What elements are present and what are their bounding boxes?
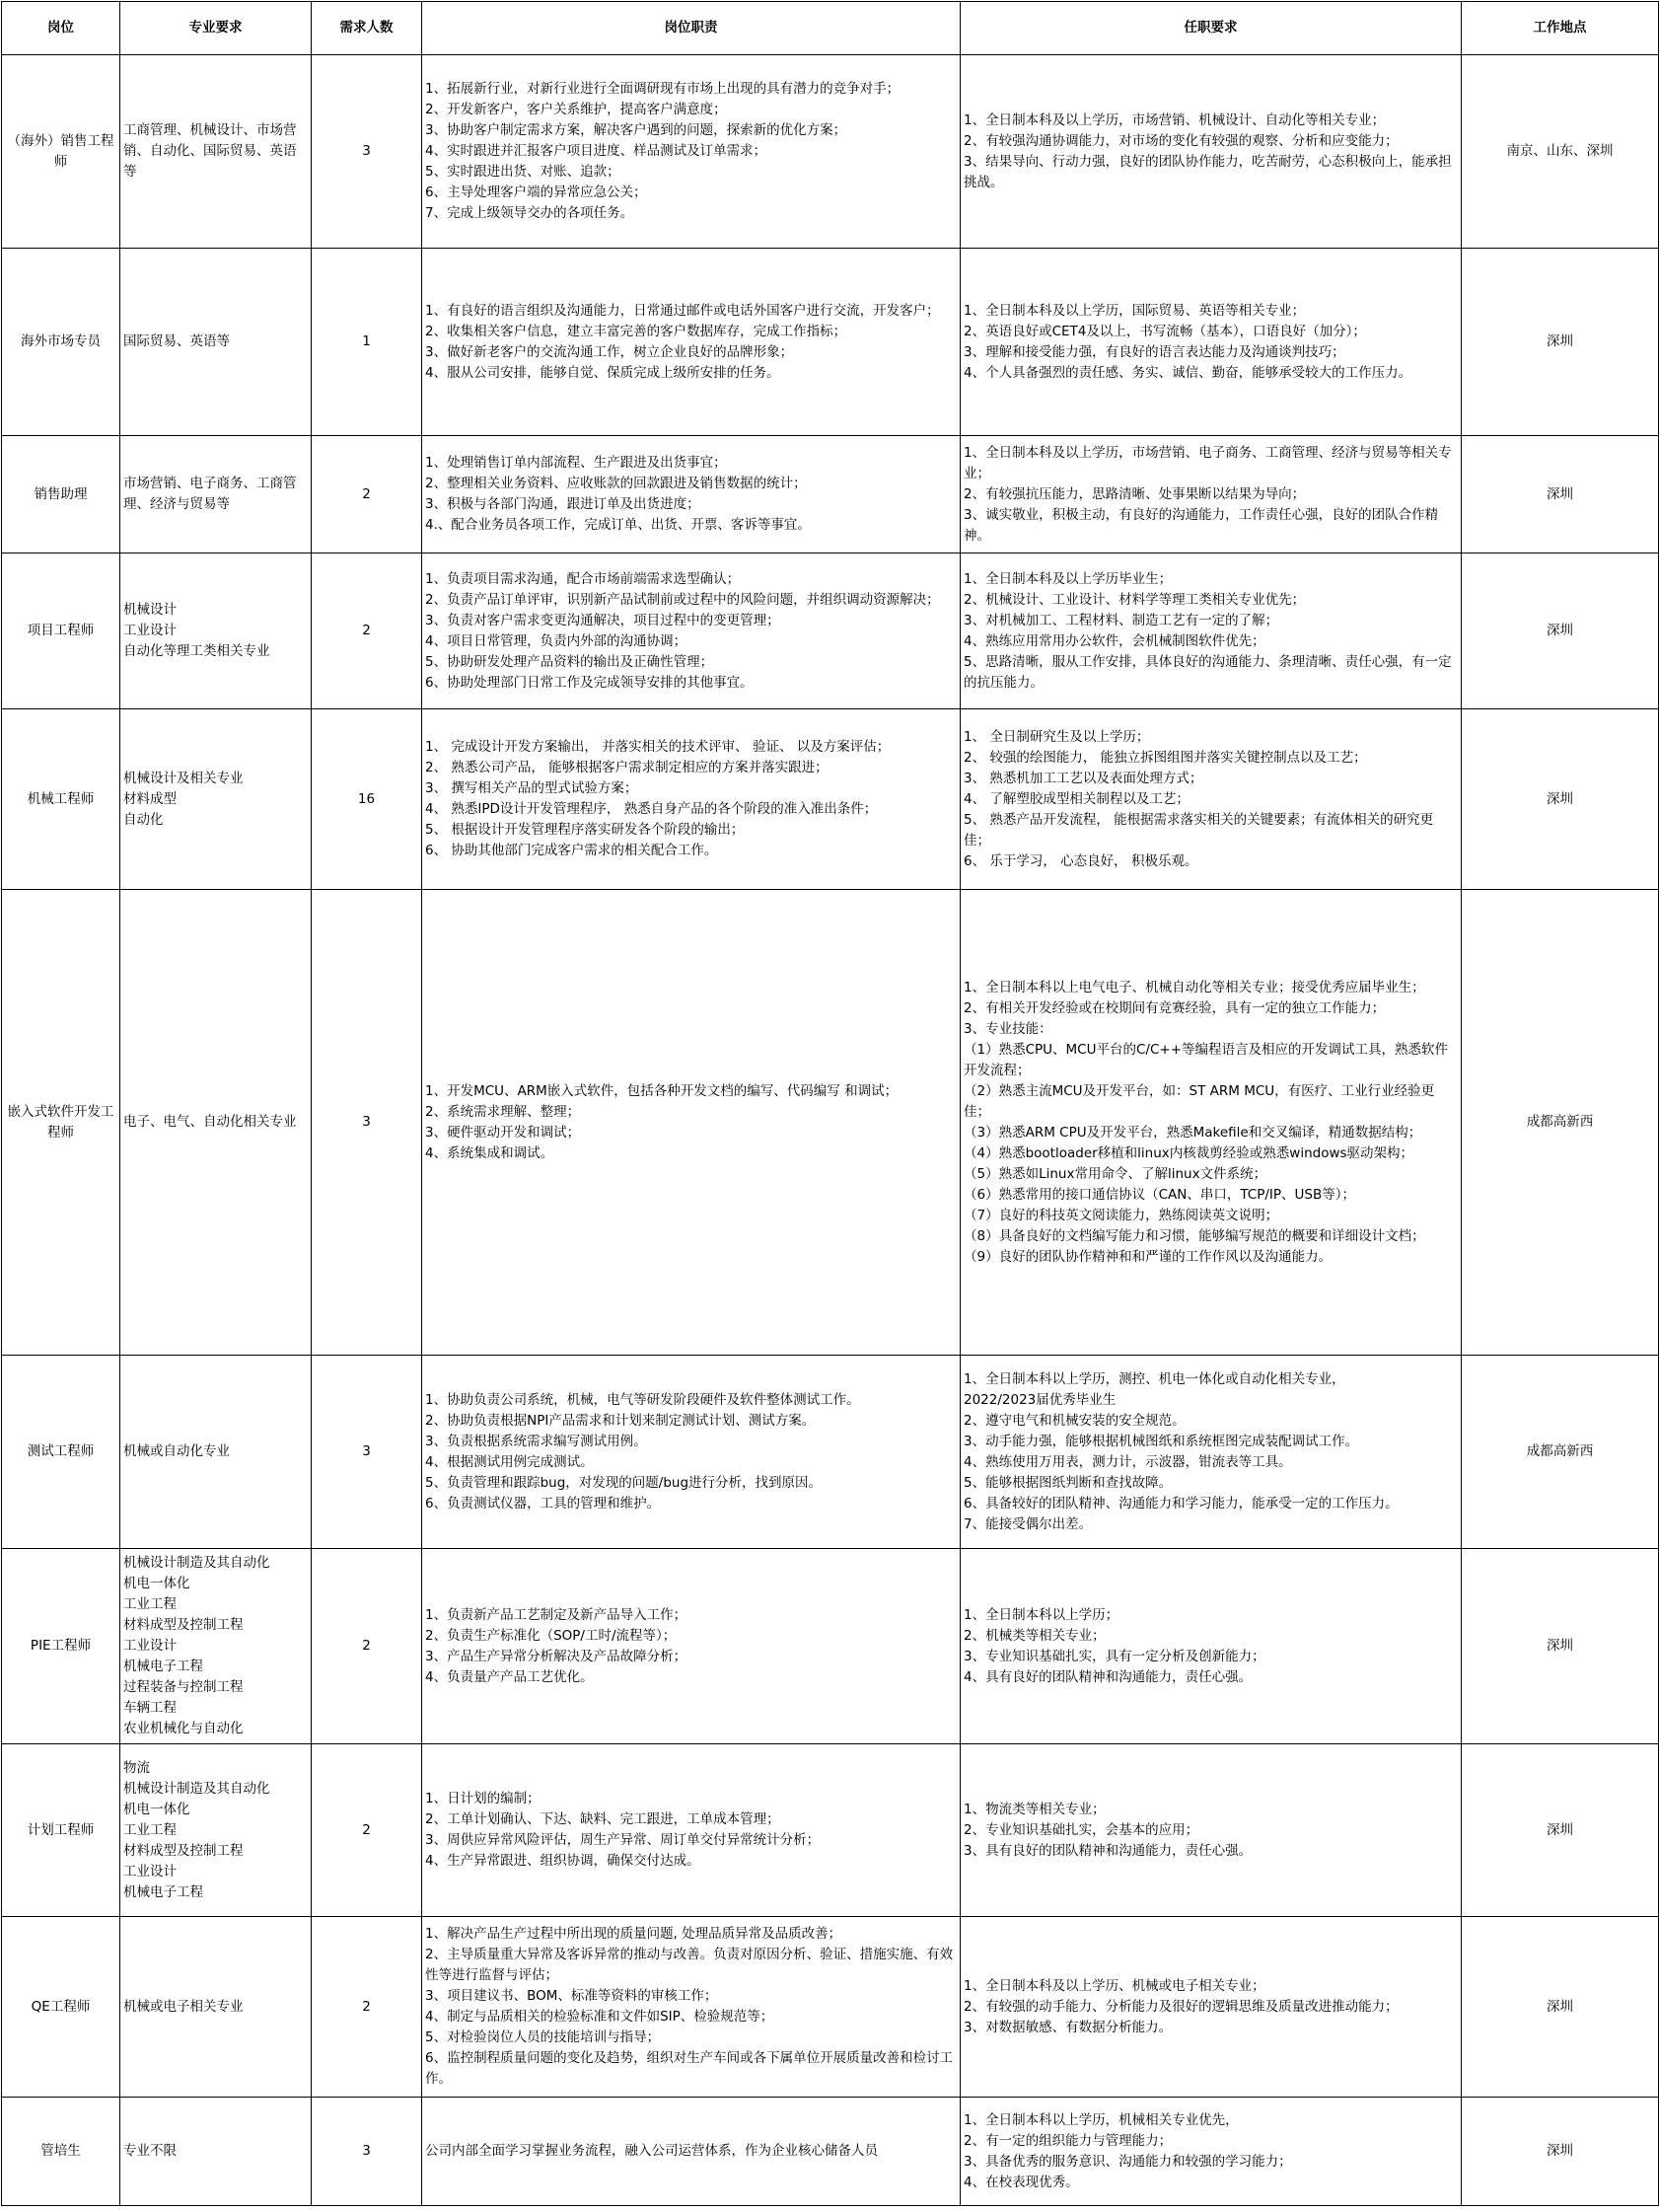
table-body	[2, 55, 1659, 2206]
major-cell-line: 机电一体化	[123, 1801, 190, 1817]
requirements-cell-line: 2、有较强沟通协调能力，对市场的变化有较强的观察、分析和应变能力；	[964, 132, 1399, 149]
requirements-cell-line: 5、能够根据图纸判断和查找故障。	[964, 1474, 1173, 1491]
requirements-cell-line: 2022/2023届优秀毕业生	[964, 1391, 1117, 1408]
requirements-cell-line: 4、在校表现优秀。	[964, 2174, 1079, 2190]
duties-cell	[422, 553, 961, 709]
requirements-cell-line: 3、具有良好的团队精神和沟通能力，责任心强。	[964, 1842, 1253, 1859]
table-row	[2, 436, 1659, 553]
header-location: 工作地点	[1462, 2, 1659, 55]
table-row	[2, 1744, 1659, 1917]
requirements-cell-line: 6、 乐于学习， 心态良好， 积极乐观。	[964, 852, 1198, 869]
duties-cell-line: 4、项目日常管理，负责内外部的沟通协调；	[425, 632, 687, 649]
duties-cell	[422, 1917, 961, 2098]
requirements-cell-line: （2）熟悉主流MCU及开发平台，如：ST ARM MCU，有医疗、工业行业经验更佳；	[964, 1082, 1435, 1120]
requirements-cell-line: 3、对机械加工、工程材料、制造工艺有一定的了解；	[964, 612, 1279, 628]
duties-cell-line: 1、有良好的语言组织及沟通能力，日常通过邮件或电话外国客户进行交流，开发客户；	[425, 302, 940, 319]
duties-cell-line: 2、系统需求理解、整理；	[425, 1103, 581, 1120]
major-cell-line: 物流	[123, 1759, 150, 1776]
major-cell	[120, 553, 312, 709]
duties-cell	[422, 55, 961, 249]
requirements-cell-line: 1、全日制本科及以上学历，市场营销、电子商务、工商管理、经济与贸易等相关专业；	[964, 444, 1452, 481]
requirements-cell-line: （5）熟悉如Linux常用命令、了解linux文件系统；	[964, 1165, 1267, 1182]
requirements-cell-line: （3）熟悉ARM CPU及开发平台，熟悉Makefile和交叉编译，精通数据结构；	[964, 1124, 1422, 1141]
major-cell-line: 工业设计	[123, 1863, 177, 1880]
requirements-cell-line: 2、有较强抗压能力，思路清晰、处事果断以结果为导向；	[964, 485, 1306, 502]
major-cell-line: 机械或电子相关专业	[123, 1998, 244, 2015]
table-row	[2, 249, 1659, 436]
duties-cell-line: 3、硬件驱动开发和调试；	[425, 1124, 581, 1141]
duties-cell-line: 4、制定与品质相关的检验标准和文件如SIP、检验规范等；	[425, 2009, 774, 2025]
duties-cell	[422, 1549, 961, 1744]
position-cell: 嵌入式软件开发工程师	[2, 890, 120, 1356]
duties-cell-line: 4、系统集成和调试。	[425, 1144, 554, 1161]
location-cell: 深圳	[1462, 2098, 1659, 2206]
requirements-cell-line: 1、 全日制研究生及以上学历；	[964, 728, 1150, 745]
requirements-cell-line: 5、 熟悉产品开发流程， 能根据需求落实相关的关键要素；有流体相关的研究更佳；	[964, 811, 1434, 848]
major-cell-line: 过程装备与控制工程	[123, 1679, 244, 1695]
duties-cell-line: 2、协助负责根据NPI产品需求和计划来制定测试计划、测试方案。	[425, 1412, 816, 1429]
major-cell	[120, 709, 312, 890]
table-row	[2, 709, 1659, 890]
major-cell-line: 自动化等理工类相关专业	[123, 643, 270, 659]
position-cell: QE工程师	[2, 1917, 120, 2098]
requirements-cell-line: 6、具备较好的团队精神、沟通能力和学习能力，能承受一定的工作压力。	[964, 1495, 1399, 1512]
duties-cell-line: 6、主导处理客户端的异常应急公关；	[425, 184, 647, 200]
major-cell-line: 机械电子工程	[123, 1659, 203, 1674]
duties-cell-line: 1、拓展新行业，对新行业进行全面调研现有市场上出现的具有潜力的竞争对手；	[425, 81, 901, 97]
location-cell: 深圳	[1462, 1549, 1659, 1744]
requirements-cell	[961, 55, 1462, 249]
duties-cell-line: 2、主导质量重大异常及客诉异常的推动与改善。负责对原因分析、验证、措施实施、有效性等进行监督与评估；	[425, 1947, 954, 1983]
table-row	[2, 1549, 1659, 1744]
duties-cell-line: 5、协助研发处理产品资料的输出及正确性管理；	[425, 653, 714, 670]
position-cell: 计划工程师	[2, 1744, 120, 1917]
duties-cell	[422, 890, 961, 1356]
requirements-cell	[961, 1744, 1462, 1917]
table-row	[2, 890, 1659, 1356]
duties-cell-line: 6、协助处理部门日常工作及完成领导安排的其他事宜。	[425, 674, 754, 691]
requirements-cell	[961, 553, 1462, 709]
count-cell: 2	[312, 436, 422, 553]
requirements-cell	[961, 2098, 1462, 2206]
duties-cell-line: 2、负责生产标准化（SOP/工时/流程等）；	[425, 1627, 677, 1644]
requirements-cell-line: 2、机械类等相关专业；	[964, 1627, 1106, 1644]
duties-cell-line: 4、负责量产产品工艺优化。	[425, 1668, 594, 1685]
requirements-cell	[961, 1356, 1462, 1549]
requirements-cell	[961, 1549, 1462, 1744]
requirements-cell-line: 5、思路清晰，服从工作安排，具体良好的沟通能力、条理清晰、责任心强，有一定的抗压能力。	[964, 653, 1452, 691]
major-cell-line: 工业设计	[123, 1638, 177, 1654]
requirements-cell-line: 3、专业技能：	[964, 1020, 1052, 1037]
count-cell: 3	[312, 1356, 422, 1549]
duties-cell-line: 4、实时跟进并汇报客户项目进度、样品测试及订单需求；	[425, 143, 767, 159]
requirements-cell-line: 3、对数据敏感、有数据分析能力。	[964, 2019, 1173, 2035]
count-cell: 16	[312, 709, 422, 890]
requirements-cell-line: 3、专业知识基础扎实，具有一定分析及创新能力；	[964, 1648, 1265, 1664]
duties-cell-line: 6、监控制程质量问题的变化及趋势，组织对生产车间或各下属单位开展质量改善和检讨工作。	[425, 2050, 954, 2087]
requirements-cell	[961, 1917, 1462, 2098]
location-cell: 深圳	[1462, 436, 1659, 553]
major-cell	[120, 1917, 312, 2098]
count-cell: 1	[312, 249, 422, 436]
requirements-cell-line: 3、 熟悉机加工工艺以及表面处理方式；	[964, 770, 1203, 786]
count-cell: 2	[312, 1917, 422, 2098]
duties-cell-line: 4.、配合业务员各项工作，完成订单、出货、开票、客诉等事宜。	[425, 517, 811, 533]
header-position: 岗位	[2, 2, 120, 55]
position-cell: 销售助理	[2, 436, 120, 553]
major-cell-line: 工业设计	[123, 623, 177, 638]
duties-cell-line: 2、工单计划确认、下达、缺料、完工跟进，工单成本管理；	[425, 1811, 780, 1827]
duties-cell-line: 3、做好新老客户的交流沟通工作，树立企业良好的品牌形象；	[425, 343, 794, 360]
major-cell-line: 国际贸易、英语等	[123, 333, 230, 349]
major-cell-line: 车辆工程	[123, 1700, 177, 1716]
major-cell-line: 机械设计及相关专业	[123, 770, 244, 786]
major-cell	[120, 55, 312, 249]
requirements-cell	[961, 249, 1462, 436]
recruitment-table	[1, 1, 1659, 2206]
duties-cell-line: 6、 协助其他部门完成客户需求的相关配合工作。	[425, 843, 718, 858]
duties-cell-line: 4、 熟悉IPD设计开发管理程序， 熟悉自身产品的各个阶段的准入准出条件；	[425, 801, 878, 817]
major-cell	[120, 2098, 312, 2206]
major-cell-line: 工业工程	[123, 1596, 177, 1612]
duties-cell-line: 1、协助负责公司系统，机械，电气等研发阶段硬件及软件整体测试工作。	[425, 1391, 860, 1408]
requirements-cell-line: （9）良好的团队协作精神和和严谨的工作作风以及沟通能力。	[964, 1248, 1333, 1265]
duties-cell	[422, 2098, 961, 2206]
duties-cell	[422, 1356, 961, 1549]
requirements-cell-line: 4、具有良好的团队精神和沟通能力，责任心强。	[964, 1668, 1253, 1685]
requirements-cell-line: 1、全日制本科及以上学历，市场营销、机械设计、自动化等相关专业；	[964, 111, 1386, 128]
requirements-cell-line: 2、英语良好或CET4及以上，书写流畅（基本），口语良好（加分）；	[964, 323, 1366, 339]
location-cell: 成都高新西	[1462, 1356, 1659, 1549]
duties-cell-line: 5、对检验岗位人员的技能培训与指导；	[425, 2029, 661, 2045]
location-cell: 成都高新西	[1462, 890, 1659, 1356]
major-cell	[120, 249, 312, 436]
requirements-cell-line: 4、 了解塑胶成型相关制程以及工艺；	[964, 790, 1190, 807]
requirements-cell-line: 3、诚实敬业，积极主动，有良好的沟通能力，工作责任心强，良好的团队合作精神。	[964, 506, 1439, 544]
duties-cell-line: 3、积极与各部门沟通，跟进订单及出货进度；	[425, 496, 700, 512]
duties-cell	[422, 249, 961, 436]
position-cell: 项目工程师	[2, 553, 120, 709]
position-cell: 海外市场专员	[2, 249, 120, 436]
duties-cell-line: 4、根据测试用例完成测试。	[425, 1453, 594, 1470]
major-cell-line: 材料成型	[123, 790, 177, 807]
requirements-cell-line: （1）熟悉CPU、MCU平台的C/C++等编程语言及相应的开发调试工具，熟悉软件开发流程；	[964, 1041, 1449, 1078]
location-cell: 南京、山东、深圳	[1462, 55, 1659, 249]
major-cell-line: 材料成型及控制工程	[123, 1842, 244, 1859]
duties-cell-line: 2、负责产品订单评审，识别新产品试制前或过程中的风险问题，并组织调动资源解决；	[425, 591, 940, 608]
position-cell: 管培生	[2, 2098, 120, 2206]
major-cell	[120, 1549, 312, 1744]
requirements-cell-line: 1、全日制本科及以上学历，国际贸易、英语等相关专业；	[964, 302, 1306, 319]
location-cell: 深圳	[1462, 553, 1659, 709]
duties-cell-line: 1、 完成设计开发方案输出， 并落实相关的技术评审、 验证、 以及方案评估；	[425, 739, 891, 755]
duties-cell-line: 3、负责对客户需求变更沟通解决，项目过程中的变更管理；	[425, 612, 780, 628]
duties-cell-line: 3、 撰写相关产品的型式试验方案；	[425, 780, 638, 796]
requirements-cell-line: 4、熟练应用常用办公软件，会机械制图软件优先；	[964, 632, 1265, 649]
duties-cell-line: 3、负责根据系统需求编写测试用例。	[425, 1433, 647, 1449]
requirements-cell-line: 1、物流类等相关专业；	[964, 1801, 1106, 1817]
requirements-cell-line: 2、机械设计、工业设计、材料学等理工类相关专业优先；	[964, 591, 1306, 608]
duties-cell-line: 公司内部全面学习掌握业务流程，融入公司运营体系，作为企业核心储备人员	[425, 2143, 878, 2159]
major-cell-line: 机电一体化	[123, 1576, 190, 1591]
duties-cell-line: 7、完成上级领导交办的各项任务。	[425, 205, 634, 221]
major-cell-line: 机械设计制造及其自动化	[123, 1555, 270, 1571]
location-cell: 深圳	[1462, 1917, 1659, 2098]
count-cell: 3	[312, 2098, 422, 2206]
duties-cell-line: 3、周供应异常风险评估，周生产异常、周订单交付异常统计分析；	[425, 1832, 821, 1848]
duties-cell-line: 2、 熟悉公司产品， 能够根据客户需求制定相应的方案并落实跟进；	[425, 760, 829, 775]
major-cell-line: 机械设计	[123, 602, 177, 618]
count-cell: 2	[312, 1744, 422, 1917]
major-cell-line: 农业机械化与自动化	[123, 1721, 244, 1736]
duties-cell-line: 1、负责项目需求沟通，配合市场前端需求选型确认；	[425, 570, 741, 587]
duties-cell-line: 1、开发MCU、ARM嵌入式软件，包括各种开发文档的编写、代码编写 和调试；	[425, 1082, 899, 1099]
major-cell-line: 电子、电气、自动化相关专业	[123, 1114, 297, 1130]
requirements-cell-line: 1、全日制本科以上电气电子、机械自动化等相关专业；接受优秀应届毕业生；	[964, 979, 1425, 995]
location-cell: 深圳	[1462, 709, 1659, 890]
count-cell: 2	[312, 553, 422, 709]
requirements-cell	[961, 709, 1462, 890]
major-cell	[120, 1356, 312, 1549]
requirements-cell-line: 2、遵守电气和机械安装的安全规范。	[964, 1412, 1186, 1429]
requirements-cell-line: （6）熟悉常用的接口通信协议（CAN、串口，TCP/IP、USB等）；	[964, 1186, 1356, 1203]
requirements-cell-line: 1、全日制本科及以上学历毕业生；	[964, 570, 1173, 587]
requirements-cell	[961, 890, 1462, 1356]
duties-cell-line: 2、开发新客户，客户关系维护，提高客户满意度；	[425, 102, 727, 117]
location-cell: 深圳	[1462, 249, 1659, 436]
requirements-cell-line: 1、全日制本科以上学历，测控、机电一体化或自动化相关专业，	[964, 1370, 1345, 1387]
position-cell: （海外）销售工程师	[2, 55, 120, 249]
requirements-cell-line: 3、结果导向、行动力强，良好的团队协作能力，吃苦耐劳，心态积极向上，能承担挑战。	[964, 153, 1452, 190]
requirements-cell-line: 4、熟练使用万用表，测力计，示波器，钳流表等工具。	[964, 1453, 1292, 1470]
requirements-cell-line: （7）良好的科技英文阅读能力，熟练阅读英文说明；	[964, 1207, 1279, 1223]
duties-cell-line: 2、整理相关业务资料、应收账款的回款跟进及销售数据的统计；	[425, 476, 807, 491]
count-cell: 3	[312, 890, 422, 1356]
duties-cell-line: 1、处理销售订单内部流程、生产跟进及出货事宜；	[425, 455, 727, 471]
table-row	[2, 1356, 1659, 1549]
major-cell-line: 自动化	[123, 811, 164, 828]
duties-cell-line: 4、生产异常跟进、组织协调，确保交付达成。	[425, 1853, 700, 1869]
header-major: 专业要求	[120, 2, 312, 55]
requirements-cell	[961, 436, 1462, 553]
duties-cell-line: 4、服从公司安排，能够自觉、保质完成上级所安排的任务。	[425, 364, 780, 381]
duties-cell-line: 1、负责新产品工艺制定及新产品导入工作；	[425, 1606, 687, 1623]
requirements-cell-line: 3、动手能力强，能够根据机械图纸和系统框图完成装配调试工作。	[964, 1433, 1359, 1449]
duties-cell-line: 3、项目建议书、BOM、标准等资料的审核工作；	[425, 1988, 718, 2004]
duties-cell-line: 6、负责测试仪器，工具的管理和维护。	[425, 1495, 661, 1512]
requirements-cell-line: 1、全日制本科及以上学历、机械或电子相关专业；	[964, 1977, 1265, 1994]
requirements-cell-line: （4）熟悉bootloader移植和linux内核裁剪经验或熟悉windows驱动架构；	[964, 1144, 1414, 1161]
major-cell-line: 机械设计制造及其自动化	[123, 1780, 270, 1797]
duties-cell-line: 2、收集相关客户信息，建立丰富完善的客户数据库存，完成工作指标；	[425, 323, 847, 339]
requirements-cell-line: 3、具备优秀的服务意识、沟通能力和较强的学习能力；	[964, 2153, 1292, 2170]
major-cell-line: 工业工程	[123, 1821, 177, 1838]
duties-cell-line: 5、负责管理和跟踪bug，对发现的问题/bug进行分析，找到原因。	[425, 1474, 823, 1491]
count-cell: 3	[312, 55, 422, 249]
position-cell: PIE工程师	[2, 1549, 120, 1744]
duties-cell-line: 3、协助客户制定需求方案，解决客户遇到的问题，探索新的优化方案；	[425, 122, 847, 138]
requirements-cell-line: 2、 较强的绘图能力， 能独立拆图组图并落实关键控制点以及工艺；	[964, 749, 1367, 766]
requirements-cell-line: 2、专业知识基础扎实，会基本的应用；	[964, 1821, 1199, 1838]
location-cell: 深圳	[1462, 1744, 1659, 1917]
major-cell	[120, 1744, 312, 1917]
duties-cell	[422, 436, 961, 553]
requirements-cell-line: 1、全日制本科以上学历，机械相关专业优先，	[964, 2111, 1239, 2128]
requirements-cell-line: 3、理解和接受能力强，有良好的语言表达能力及沟通谈判技巧；	[964, 343, 1345, 360]
position-cell: 机械工程师	[2, 709, 120, 890]
requirements-cell-line: 2、有一定的组织能力与管理能力；	[964, 2132, 1173, 2149]
major-cell-line: 机械电子工程	[123, 1883, 203, 1900]
header-requirements: 任职要求	[961, 2, 1462, 55]
requirements-cell-line: 4、个人具备强烈的责任感、务实、诚信、勤奋，能够承受较大的工作压力。	[964, 364, 1412, 381]
duties-cell-line: 3、产品生产异常分析解决及产品故障分析；	[425, 1648, 687, 1664]
table-row	[2, 553, 1659, 709]
major-cell-line: 机械或自动化专业	[123, 1443, 230, 1459]
table-row	[2, 1917, 1659, 2098]
count-cell: 2	[312, 1549, 422, 1744]
major-cell-line: 专业不限	[123, 2143, 177, 2159]
major-cell	[120, 890, 312, 1356]
table-row	[2, 2098, 1659, 2206]
duties-cell-line: 5、 根据设计开发管理程序落实研发各个阶段的输出；	[425, 822, 745, 838]
requirements-cell-line: 7、能接受偶尔出差。	[964, 1515, 1093, 1532]
major-cell-line: 市场营销、电子商务、工商管理、经济与贸易等	[123, 476, 297, 512]
duties-cell-line: 1、解决产品生产过程中所出现的质量问题, 处理品质异常及品质改善；	[425, 1926, 842, 1942]
requirements-cell-line: （8）具备良好的文档编写能力和习惯，能够编写规范的概要和详细设计文档；	[964, 1227, 1425, 1244]
duties-cell-line: 1、日计划的编制；	[425, 1791, 541, 1806]
requirements-cell-line: 1、全日制本科以上学历；	[964, 1606, 1119, 1623]
requirements-cell-line: 2、有相关开发经验或在校期间有竞赛经验，具有一定的独立工作能力；	[964, 999, 1386, 1016]
duties-cell-line: 5、实时跟进出货、对账、追款；	[425, 164, 620, 180]
requirements-cell-line: 2、有较强的动手能力、分析能力及很好的逻辑思维及质量改进推动能力；	[964, 1998, 1399, 2015]
header-duties: 岗位职责	[422, 2, 961, 55]
major-cell-line: 材料成型及控制工程	[123, 1617, 244, 1633]
major-cell-line: 工商管理、机械设计、市场营销、自动化、国际贸易、英语等	[123, 122, 297, 180]
table-row	[2, 55, 1659, 249]
header-count: 需求人数	[312, 2, 422, 55]
duties-cell	[422, 709, 961, 890]
major-cell	[120, 436, 312, 553]
duties-cell	[422, 1744, 961, 1917]
header-row	[2, 2, 1659, 55]
position-cell: 测试工程师	[2, 1356, 120, 1549]
